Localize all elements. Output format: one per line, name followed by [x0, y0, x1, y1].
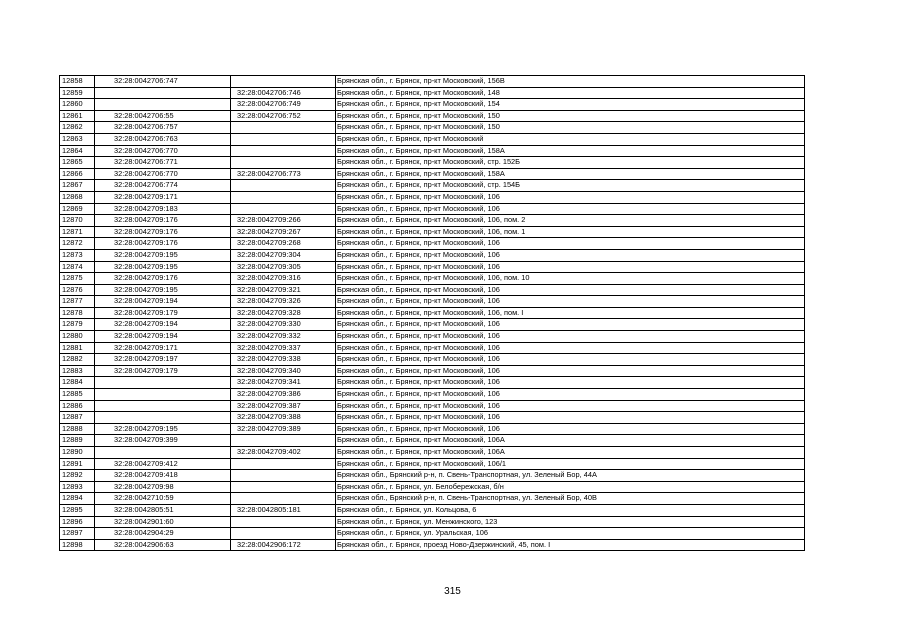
row-number-cell: 12860: [60, 99, 95, 111]
address-cell: Брянская обл., г. Брянск, пр-кт Московский, 106: [336, 423, 805, 435]
object-number-cell: [231, 528, 336, 540]
table-row: [60, 99, 805, 111]
table-row: [60, 273, 805, 285]
parcel-number-cell: 32:28:0042805:51: [95, 504, 231, 516]
table-row: [60, 342, 805, 354]
parcel-number-cell: 32:28:0042710:59: [95, 493, 231, 505]
object-number-cell: 32:28:0042709:326: [231, 296, 336, 308]
row-number-cell: 12876: [60, 284, 95, 296]
row-number-cell: 12894: [60, 493, 95, 505]
page-number: 315: [444, 586, 461, 597]
object-number-cell: 32:28:0042709:328: [231, 307, 336, 319]
parcel-number-cell: 32:28:0042709:195: [95, 423, 231, 435]
table-row: [60, 203, 805, 215]
row-number-cell: 12869: [60, 203, 95, 215]
parcel-number-cell: 32:28:0042709:194: [95, 296, 231, 308]
object-number-cell: 32:28:0042709:267: [231, 226, 336, 238]
row-number-cell: 12879: [60, 319, 95, 331]
object-number-cell: 32:28:0042706:746: [231, 87, 336, 99]
parcel-number-cell: 32:28:0042709:194: [95, 319, 231, 331]
object-number-cell: 32:28:0042709:338: [231, 354, 336, 366]
address-cell: Брянская обл., г. Брянск, пр-кт Московский: [336, 133, 805, 145]
object-number-cell: 32:28:0042709:341: [231, 377, 336, 389]
table-row: [60, 458, 805, 470]
object-number-cell: 32:28:0042709:337: [231, 342, 336, 354]
row-number-cell: 12881: [60, 342, 95, 354]
address-cell: Брянская обл., г. Брянск, ул. Менжинского, 123: [336, 516, 805, 528]
row-number-cell: 12888: [60, 423, 95, 435]
address-cell: Брянская обл., г. Брянск, ул. Белобережская, б/н: [336, 481, 805, 493]
row-number-cell: 12884: [60, 377, 95, 389]
row-number-cell: 12866: [60, 168, 95, 180]
object-number-cell: 32:28:0042709:402: [231, 447, 336, 459]
table-row: [60, 122, 805, 134]
row-number-cell: 12872: [60, 238, 95, 250]
object-number-cell: [231, 157, 336, 169]
parcel-number-cell: 32:28:0042706:757: [95, 122, 231, 134]
row-number-cell: 12865: [60, 157, 95, 169]
address-cell: Брянская обл., г. Брянск, пр-кт Московский, 156В: [336, 76, 805, 88]
row-number-cell: 12868: [60, 191, 95, 203]
table-row: [60, 539, 805, 551]
parcel-number-cell: 32:28:0042706:774: [95, 180, 231, 192]
row-number-cell: 12870: [60, 215, 95, 227]
table-body: [60, 76, 805, 551]
object-number-cell: 32:28:0042709:330: [231, 319, 336, 331]
table-row: [60, 400, 805, 412]
table-row: [60, 215, 805, 227]
object-number-cell: 32:28:0042709:386: [231, 389, 336, 401]
parcel-number-cell: 32:28:0042709:98: [95, 481, 231, 493]
table-row: [60, 168, 805, 180]
table-row: [60, 354, 805, 366]
address-cell: Брянская обл., г. Брянск, пр-кт Московский, 106: [336, 377, 805, 389]
row-number-cell: 12873: [60, 249, 95, 261]
object-number-cell: 32:28:0042709:266: [231, 215, 336, 227]
table-row: [60, 238, 805, 250]
parcel-number-cell: 32:28:0042709:195: [95, 284, 231, 296]
address-cell: Брянская обл., г. Брянск, пр-кт Московский, 150: [336, 122, 805, 134]
parcel-number-cell: 32:28:0042706:770: [95, 168, 231, 180]
parcel-number-cell: 32:28:0042709:176: [95, 215, 231, 227]
address-cell: Брянская обл., г. Брянск, проезд Ново-Дзержинский, 45, пом. I: [336, 539, 805, 551]
parcel-number-cell: 32:28:0042709:171: [95, 342, 231, 354]
table-row: [60, 516, 805, 528]
object-number-cell: [231, 435, 336, 447]
row-number-cell: 12896: [60, 516, 95, 528]
parcel-number-cell: 32:28:0042709:197: [95, 354, 231, 366]
address-cell: Брянская обл., г. Брянск, пр-кт Московский, 106: [336, 238, 805, 250]
row-number-cell: 12887: [60, 412, 95, 424]
row-number-cell: 12897: [60, 528, 95, 540]
address-cell: Брянская обл., г. Брянск, пр-кт Московский, 106: [336, 365, 805, 377]
table-row: [60, 307, 805, 319]
object-number-cell: 32:28:0042709:389: [231, 423, 336, 435]
address-cell: Брянская обл., г. Брянск, пр-кт Московский, 106А: [336, 447, 805, 459]
object-number-cell: [231, 76, 336, 88]
parcel-number-cell: 32:28:0042709:195: [95, 261, 231, 273]
parcel-number-cell: [95, 87, 231, 99]
table-row: [60, 528, 805, 540]
address-cell: Брянская обл., г. Брянск, пр-кт Московский, 106: [336, 284, 805, 296]
row-number-cell: 12878: [60, 307, 95, 319]
row-number-cell: 12885: [60, 389, 95, 401]
address-cell: Брянская обл., г. Брянск, пр-кт Московский, 106: [336, 331, 805, 343]
address-cell: Брянская обл., г. Брянск, пр-кт Московский, стр. 152Б: [336, 157, 805, 169]
row-number-cell: 12898: [60, 539, 95, 551]
row-number-cell: 12877: [60, 296, 95, 308]
row-number-cell: 12895: [60, 504, 95, 516]
parcel-number-cell: [95, 400, 231, 412]
table-row: [60, 87, 805, 99]
row-number-cell: 12874: [60, 261, 95, 273]
address-cell: Брянская обл., г. Брянск, пр-кт Московский, 106: [336, 261, 805, 273]
object-number-cell: 32:28:0042709:321: [231, 284, 336, 296]
address-cell: Брянская обл., г. Брянск, пр-кт Московский, 106, пом. 10: [336, 273, 805, 285]
row-number-cell: 12892: [60, 470, 95, 482]
parcel-number-cell: 32:28:0042709:176: [95, 226, 231, 238]
parcel-number-cell: 32:28:0042709:176: [95, 238, 231, 250]
object-number-cell: 32:28:0042709:340: [231, 365, 336, 377]
parcel-number-cell: 32:28:0042709:194: [95, 331, 231, 343]
address-cell: Брянская обл., г. Брянск, пр-кт Московский, стр. 154Б: [336, 180, 805, 192]
parcel-number-cell: [95, 377, 231, 389]
parcel-number-cell: 32:28:0042706:55: [95, 110, 231, 122]
row-number-cell: 12882: [60, 354, 95, 366]
address-cell: Брянская обл., г. Брянск, пр-кт Московский, 106: [336, 354, 805, 366]
object-number-cell: [231, 470, 336, 482]
table-row: [60, 76, 805, 88]
address-cell: Брянская обл., г. Брянск, пр-кт Московский, 106, пом. 1: [336, 226, 805, 238]
address-cell: Брянская обл., г. Брянск, пр-кт Московский, 106, пом. I: [336, 307, 805, 319]
table-row: [60, 110, 805, 122]
object-number-cell: [231, 191, 336, 203]
address-cell: Брянская обл., г. Брянск, пр-кт Московский, 106, пом. 2: [336, 215, 805, 227]
object-number-cell: 32:28:0042706:773: [231, 168, 336, 180]
object-number-cell: [231, 180, 336, 192]
address-cell: Брянская обл., г. Брянск, пр-кт Московский, 106: [336, 389, 805, 401]
object-number-cell: 32:28:0042805:181: [231, 504, 336, 516]
table-row: [60, 504, 805, 516]
address-cell: Брянская обл., г. Брянск, ул. Кольцова, 6: [336, 504, 805, 516]
object-number-cell: [231, 516, 336, 528]
parcel-number-cell: 32:28:0042709:179: [95, 365, 231, 377]
table-row: [60, 145, 805, 157]
table-row: [60, 133, 805, 145]
object-number-cell: [231, 122, 336, 134]
parcel-number-cell: 32:28:0042709:418: [95, 470, 231, 482]
parcel-number-cell: 32:28:0042906:63: [95, 539, 231, 551]
row-number-cell: 12875: [60, 273, 95, 285]
row-number-cell: 12858: [60, 76, 95, 88]
object-number-cell: [231, 481, 336, 493]
object-number-cell: 32:28:0042709:387: [231, 400, 336, 412]
address-cell: Брянская обл., г. Брянск, пр-кт Московский, 148: [336, 87, 805, 99]
parcel-number-cell: 32:28:0042706:747: [95, 76, 231, 88]
table-row: [60, 435, 805, 447]
object-number-cell: [231, 203, 336, 215]
parcel-number-cell: [95, 412, 231, 424]
table-row: [60, 249, 805, 261]
object-number-cell: 32:28:0042709:305: [231, 261, 336, 273]
address-cell: Брянская обл., г. Брянск, пр-кт Московский, 150: [336, 110, 805, 122]
row-number-cell: 12861: [60, 110, 95, 122]
table-row: [60, 226, 805, 238]
address-cell: Брянская обл., г. Брянск, пр-кт Московский, 106: [336, 249, 805, 261]
row-number-cell: 12862: [60, 122, 95, 134]
address-cell: Брянская обл., Брянский р-н, п. Свень-Транспортная, ул. Зеленый Бор, 40В: [336, 493, 805, 505]
row-number-cell: 12880: [60, 331, 95, 343]
row-number-cell: 12867: [60, 180, 95, 192]
address-cell: Брянская обл., г. Брянск, пр-кт Московский, 154: [336, 99, 805, 111]
table-row: [60, 261, 805, 273]
object-number-cell: 32:28:0042709:316: [231, 273, 336, 285]
object-number-cell: 32:28:0042709:268: [231, 238, 336, 250]
object-number-cell: 32:28:0042706:752: [231, 110, 336, 122]
row-number-cell: 12864: [60, 145, 95, 157]
table-row: [60, 296, 805, 308]
address-cell: Брянская обл., Брянский р-н, п. Свень-Транспортная, ул. Зеленый Бор, 44А: [336, 470, 805, 482]
table-row: [60, 284, 805, 296]
object-number-cell: [231, 145, 336, 157]
table-row: [60, 493, 805, 505]
row-number-cell: 12891: [60, 458, 95, 470]
object-number-cell: [231, 458, 336, 470]
row-number-cell: 12859: [60, 87, 95, 99]
address-cell: Брянская обл., г. Брянск, пр-кт Московский, 158А: [336, 168, 805, 180]
row-number-cell: 12889: [60, 435, 95, 447]
object-number-cell: 32:28:0042709:304: [231, 249, 336, 261]
address-cell: Брянская обл., г. Брянск, пр-кт Московский, 106А: [336, 435, 805, 447]
parcel-number-cell: 32:28:0042709:179: [95, 307, 231, 319]
parcel-number-cell: [95, 389, 231, 401]
parcel-number-cell: 32:28:0042706:770: [95, 145, 231, 157]
address-cell: Брянская обл., г. Брянск, пр-кт Московский, 106: [336, 296, 805, 308]
table-row: [60, 319, 805, 331]
object-number-cell: [231, 493, 336, 505]
table-row: [60, 447, 805, 459]
address-cell: Брянская обл., г. Брянск, пр-кт Московский, 106: [336, 412, 805, 424]
row-number-cell: 12863: [60, 133, 95, 145]
parcel-number-cell: 32:28:0042706:763: [95, 133, 231, 145]
table-row: [60, 412, 805, 424]
table-row: [60, 470, 805, 482]
address-cell: Брянская обл., г. Брянск, пр-кт Московский, 106: [336, 342, 805, 354]
address-cell: Брянская обл., г. Брянск, пр-кт Московский, 106/1: [336, 458, 805, 470]
parcel-number-cell: 32:28:0042709:183: [95, 203, 231, 215]
address-cell: Брянская обл., г. Брянск, пр-кт Московский, 158А: [336, 145, 805, 157]
object-number-cell: 32:28:0042706:749: [231, 99, 336, 111]
row-number-cell: 12893: [60, 481, 95, 493]
parcel-number-cell: 32:28:0042901:60: [95, 516, 231, 528]
parcel-number-cell: [95, 99, 231, 111]
parcel-number-cell: [95, 447, 231, 459]
address-cell: Брянская обл., г. Брянск, пр-кт Московский, 106: [336, 203, 805, 215]
object-number-cell: 32:28:0042709:388: [231, 412, 336, 424]
table-row: [60, 157, 805, 169]
table-row: [60, 331, 805, 343]
address-cell: Брянская обл., г. Брянск, пр-кт Московский, 106: [336, 319, 805, 331]
address-cell: Брянская обл., г. Брянск, пр-кт Московский, 106: [336, 400, 805, 412]
table-row: [60, 423, 805, 435]
object-number-cell: 32:28:0042709:332: [231, 331, 336, 343]
parcel-number-cell: 32:28:0042709:171: [95, 191, 231, 203]
row-number-cell: 12871: [60, 226, 95, 238]
object-number-cell: 32:28:0042906:172: [231, 539, 336, 551]
parcel-number-cell: 32:28:0042709:195: [95, 249, 231, 261]
row-number-cell: 12890: [60, 447, 95, 459]
object-number-cell: [231, 133, 336, 145]
table-row: [60, 481, 805, 493]
address-cell: Брянская обл., г. Брянск, пр-кт Московский, 106: [336, 191, 805, 203]
table-row: [60, 191, 805, 203]
table-row: [60, 180, 805, 192]
cadastral-table: [59, 75, 805, 551]
row-number-cell: 12886: [60, 400, 95, 412]
table-row: [60, 377, 805, 389]
parcel-number-cell: 32:28:0042709:399: [95, 435, 231, 447]
parcel-number-cell: 32:28:0042709:412: [95, 458, 231, 470]
parcel-number-cell: 32:28:0042706:771: [95, 157, 231, 169]
table-row: [60, 389, 805, 401]
parcel-number-cell: 32:28:0042709:176: [95, 273, 231, 285]
table-row: [60, 365, 805, 377]
row-number-cell: 12883: [60, 365, 95, 377]
address-cell: Брянская обл., г. Брянск, ул. Уральская, 106: [336, 528, 805, 540]
parcel-number-cell: 32:28:0042904:29: [95, 528, 231, 540]
